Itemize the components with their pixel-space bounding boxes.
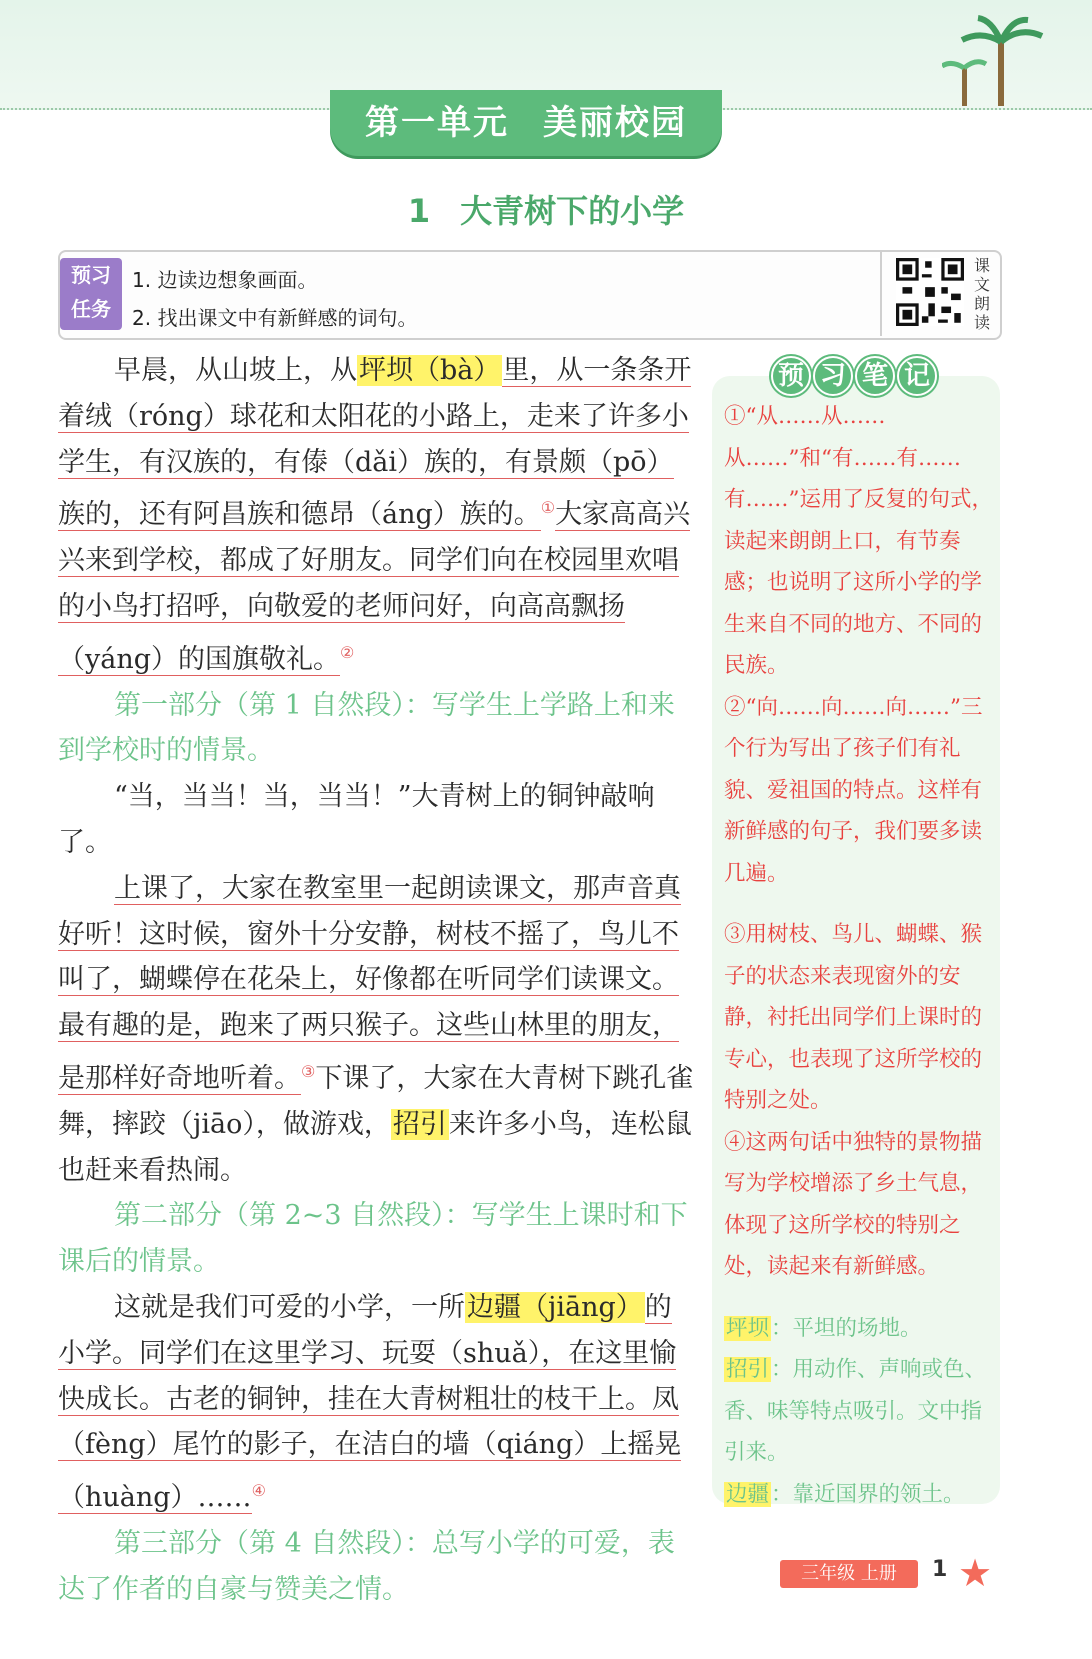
paragraph-2: “当，当当！当，当当！”大青树上的铜钟敲响了。	[58, 781, 655, 858]
note-marker-3: ③	[301, 1061, 316, 1081]
paragraph-3: 上课了，大家在教室里一起朗读课文，那声音真好听！这时候，窗外十分安静，树枝不摇了，鸟儿不叫了，蝴蝶停在花朵上，好像都在听同学们读课文。最有趣的是，跑来了两只猴子。这些山林里的朋友，是那样好奇地听着。③下课了，大家在大青树下跳孔雀舞，摔跤（jiāo），做游戏，招引来许多小鸟，连松鼠也赶来看热闹。	[58, 872, 694, 1186]
highlight-pingba: 坪坝（bà）	[359, 355, 501, 386]
page-footer	[780, 1551, 1000, 1595]
lesson-number: 1	[407, 192, 431, 230]
summary-part-3: 第三部分（第 4 自然段）：总写小学的可爱，表达了作者的自豪与赞美之情。	[58, 1527, 675, 1605]
preview-task-box	[58, 250, 1002, 340]
gloss-bianjiang: 边疆：靠近国界的领土。	[726, 1481, 965, 1507]
summary-part-1: 第一部分（第 1 自然段）：写学生上学路上和来到学校时的情景。	[58, 689, 675, 767]
notes-title: 预 习 笔 记	[710, 356, 998, 396]
task-item-2: 2. 找出课文中有新鲜感的词句。	[132, 306, 418, 330]
gloss-zhaoyin: 招引：用动作、声响或色、香、味等特点吸引。文中指引来。	[724, 1357, 987, 1465]
task-badge: 预习 任务	[60, 258, 122, 330]
lesson-title	[0, 186, 1092, 232]
note-marker-4: ④	[251, 1481, 266, 1501]
palm-tree-icon	[942, 12, 1052, 108]
star-icon: ★	[958, 1551, 993, 1595]
gloss-pingba: 坪坝：平坦的场地。	[726, 1315, 922, 1341]
unit-title: 第一单元 美丽校园	[330, 90, 722, 156]
notes-body	[724, 396, 994, 1515]
summary-part-2: 第二部分（第 2~3 自然段）：写学生上课时和下课后的情景。	[58, 1200, 688, 1278]
grade-badge: 三年级 上册	[780, 1560, 918, 1588]
note-3: ③用树枝、鸟儿、蝴蝶、猴子的状态来表现窗外的安静，衬托出同学们上课时的专心，也表现了这所学校的特别之处。	[724, 922, 983, 1113]
task-item-1: 1. 边读边想象画面。	[132, 268, 318, 292]
paragraph-4: 这就是我们可爱的小学，一所边疆（jiāng）的小学。同学们在这里学习、玩耍（shuǎ），在这里愉快成长。古老的铜钟，挂在大青树粗壮的枝干上。凤（fèng）尾竹的影子，在洁白的墙（qiáng）上摇晃（huàng）……④	[58, 1291, 682, 1514]
note-marker-2: ②	[340, 642, 355, 662]
lesson-text	[58, 348, 698, 1613]
note-marker-1: ①	[540, 498, 556, 518]
page-number: 1	[932, 1557, 948, 1582]
qr-code-icon[interactable]	[896, 258, 964, 326]
paragraph-1: 早晨，从山坡上，从坪坝（bà）里，从一条条开着绒（róng）球花和太阳花的小路上，走来了许多小学生，有汉族的，有傣（dǎi）族的，有景颇（pō）族的，还有阿昌族和德昂（áng）族的。①大家高高兴兴来到学校，都成了好朋友。同学们向在校园里欢唱的小鸟打招呼，向敬爱的老师问好，向高高飘扬（yáng）的国旗敬礼。②	[58, 355, 692, 675]
note-2: ②“向……向……向……”三个行为写出了孩子们有礼貌、爱祖国的特点。这样有新鲜感的句子，我们要多读几遍。	[724, 694, 983, 886]
qr-section[interactable]	[880, 252, 1000, 336]
note-4: ④这两句话中独特的景物描写为学校增添了乡土气息，体现了这所学校的特别之处，读起来有新鲜感。	[724, 1129, 983, 1279]
note-1: ①“从……从……从……”和“有……有……有……”运用了反复的句式，读起来朗朗上口，有节奏感；也说明了这所小学的学生来自不同的地方、不同的民族。	[724, 404, 993, 678]
lesson-name: 大青树下的小学	[460, 192, 685, 230]
highlight-bianjiang: 边疆（jiāng）	[467, 1291, 643, 1323]
highlight-zhaoyin: 招引	[392, 1108, 447, 1140]
qr-label: 课文朗读	[974, 256, 991, 332]
